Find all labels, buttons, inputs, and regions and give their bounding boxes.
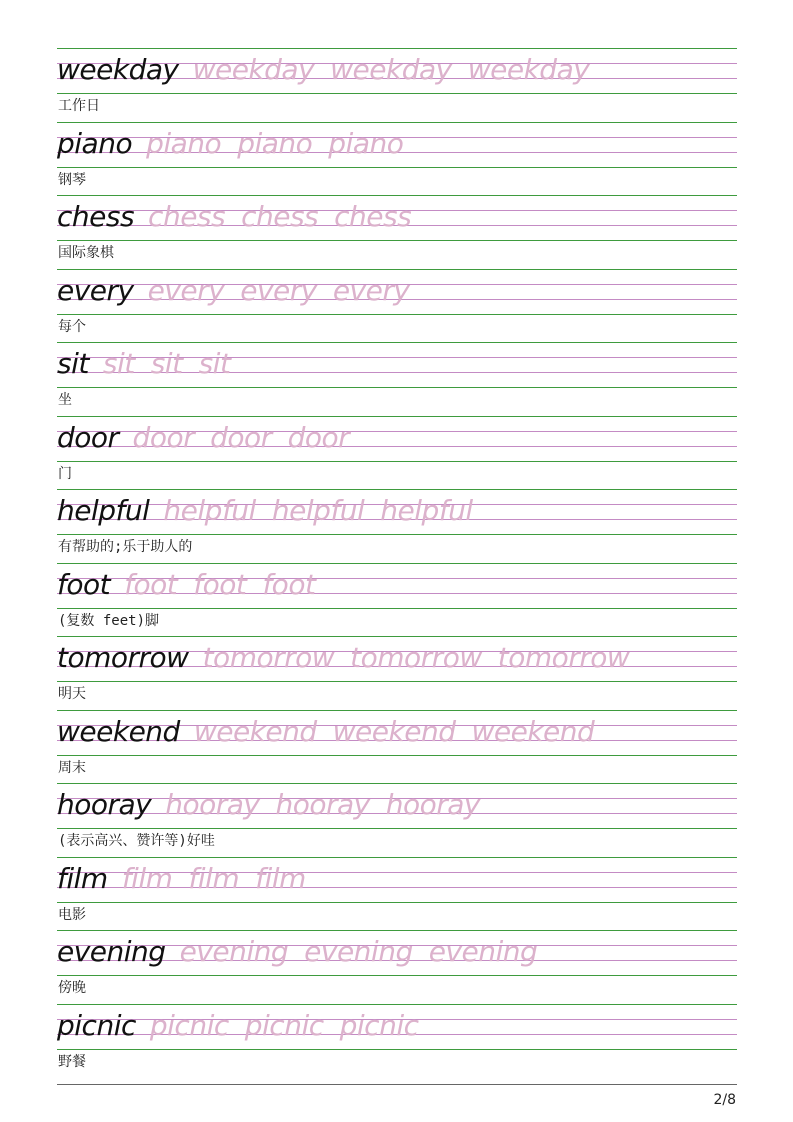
trace-word: hooray xyxy=(165,788,260,821)
vocab-word: door xyxy=(57,420,119,454)
trace-word: chess xyxy=(148,200,226,233)
trace-word: picnic xyxy=(244,1008,324,1042)
vocab-word: weekday xyxy=(57,53,179,86)
word-row xyxy=(57,273,409,309)
chinese-meaning: 坐 xyxy=(58,392,72,408)
vocab-word: film xyxy=(57,861,108,895)
trace-word: foot xyxy=(262,567,316,601)
vocab-entry xyxy=(57,489,737,563)
vocab-word: chess xyxy=(57,200,135,233)
chinese-meaning: 门 xyxy=(58,465,72,482)
trace-word: evening xyxy=(304,935,413,968)
vocab-entry xyxy=(57,195,737,269)
trace-word: film xyxy=(255,861,306,895)
word-row xyxy=(57,934,537,970)
trace-word: foot xyxy=(193,567,247,601)
vocab-word: piano xyxy=(57,126,133,160)
descender-line xyxy=(57,1049,737,1050)
chinese-meaning: 周末 xyxy=(58,759,86,776)
ascender-line xyxy=(57,416,737,417)
ascender-line xyxy=(57,489,737,490)
vocab-word: every xyxy=(57,273,134,307)
vocab-entry xyxy=(57,48,737,122)
ascender-line xyxy=(57,930,737,931)
word-row xyxy=(57,199,411,235)
ascender-line xyxy=(57,342,737,343)
trace-word: chess xyxy=(241,200,319,233)
vocab-word: picnic xyxy=(57,1008,136,1042)
chinese-meaning: 电影 xyxy=(58,906,86,923)
descender-line xyxy=(57,681,737,682)
ascender-line xyxy=(57,269,737,270)
vocab-entry xyxy=(57,1004,737,1078)
trace-word: door xyxy=(132,420,195,454)
vocab-word: hooray xyxy=(57,788,152,821)
vocab-entry xyxy=(57,342,737,416)
ascender-line xyxy=(57,1004,737,1005)
trace-word: every xyxy=(332,273,410,307)
descender-line xyxy=(57,314,737,315)
trace-word: helpful xyxy=(271,494,365,527)
ascender-line xyxy=(57,636,737,637)
vocab-entry xyxy=(57,563,737,637)
trace-word: sit xyxy=(198,347,231,380)
descender-line xyxy=(57,755,737,756)
trace-word: tomorrow xyxy=(350,641,482,674)
trace-word: evening xyxy=(428,935,538,968)
vocab-entry xyxy=(57,636,737,710)
trace-word: weekday xyxy=(467,53,590,86)
ascender-line xyxy=(57,783,737,784)
ascender-line xyxy=(57,122,737,123)
trace-word: tomorrow xyxy=(497,641,630,674)
trace-word: weekday xyxy=(330,53,452,86)
trace-word: evening xyxy=(179,935,289,968)
vocab-word: sit xyxy=(57,347,89,380)
descender-line xyxy=(57,975,737,976)
ascender-line xyxy=(57,563,737,564)
trace-word: door xyxy=(210,420,272,454)
word-row xyxy=(57,640,629,676)
ascender-line xyxy=(57,857,737,858)
trace-word: hooray xyxy=(275,788,370,821)
vocab-word: foot xyxy=(57,567,111,601)
ascender-line xyxy=(57,195,737,196)
trace-word: piano xyxy=(146,126,222,160)
descender-line xyxy=(57,828,737,829)
trace-word: door xyxy=(287,420,350,454)
chinese-meaning: 野餐 xyxy=(58,1053,86,1070)
descender-line xyxy=(57,461,737,462)
trace-word: foot xyxy=(124,567,178,601)
descender-line xyxy=(57,240,737,241)
descender-line xyxy=(57,902,737,903)
trace-word: picnic xyxy=(149,1008,229,1042)
word-row xyxy=(57,52,589,88)
trace-word: piano xyxy=(328,126,404,160)
vocab-word: tomorrow xyxy=(57,641,189,674)
word-row xyxy=(57,126,403,162)
trace-word: piano xyxy=(237,126,313,160)
ascender-line xyxy=(57,48,737,49)
trace-word: tomorrow xyxy=(202,641,335,674)
chinese-meaning: (表示高兴、赞许等)好哇 xyxy=(58,833,215,849)
trace-word: every xyxy=(147,273,225,307)
chinese-meaning: 傍晚 xyxy=(58,980,86,996)
word-row xyxy=(57,346,230,382)
descender-line xyxy=(57,387,737,388)
trace-word: chess xyxy=(334,200,412,233)
word-row xyxy=(57,787,480,823)
trace-word: weekend xyxy=(332,714,456,748)
descender-line xyxy=(57,534,737,535)
vocab-entry xyxy=(57,930,737,1004)
descender-line xyxy=(57,93,737,94)
trace-word: sit xyxy=(102,347,135,380)
vocab-word: helpful xyxy=(57,494,150,527)
trace-word: helpful xyxy=(163,494,256,527)
vocab-entry xyxy=(57,416,737,490)
word-row xyxy=(57,714,594,750)
descender-line xyxy=(57,608,737,609)
vocab-entry xyxy=(57,710,737,784)
trace-word: helpful xyxy=(380,494,473,527)
word-row xyxy=(57,493,473,529)
page-number: 2/8 xyxy=(713,1092,736,1108)
chinese-meaning: 钢琴 xyxy=(58,171,86,188)
word-row xyxy=(57,1008,419,1044)
vocab-entry xyxy=(57,857,737,931)
vocab-entry xyxy=(57,783,737,857)
trace-word: weekend xyxy=(193,714,317,748)
footer-divider xyxy=(57,1084,737,1085)
word-row xyxy=(57,861,306,897)
descender-line xyxy=(57,167,737,168)
chinese-meaning: (复数 feet)脚 xyxy=(58,612,160,629)
chinese-meaning: 有帮助的;乐于助人的 xyxy=(58,539,193,555)
trace-word: sit xyxy=(150,347,183,380)
ascender-line xyxy=(57,710,737,711)
chinese-meaning: 每个 xyxy=(58,318,86,335)
vocab-entry xyxy=(57,122,737,196)
vocab-entry xyxy=(57,269,737,343)
chinese-meaning: 国际象棋 xyxy=(58,245,114,261)
trace-word: film xyxy=(188,861,240,895)
trace-word: weekday xyxy=(192,53,315,86)
chinese-meaning: 明天 xyxy=(58,686,86,702)
trace-word: picnic xyxy=(339,1008,419,1042)
trace-word: hooray xyxy=(385,788,480,821)
trace-word: weekend xyxy=(471,714,595,748)
chinese-meaning: 工作日 xyxy=(58,98,100,114)
vocab-word: evening xyxy=(57,935,166,968)
vocab-word: weekend xyxy=(57,714,180,748)
word-row xyxy=(57,420,349,456)
trace-word: every xyxy=(240,273,317,307)
word-row xyxy=(57,567,315,603)
trace-word: film xyxy=(121,861,173,895)
